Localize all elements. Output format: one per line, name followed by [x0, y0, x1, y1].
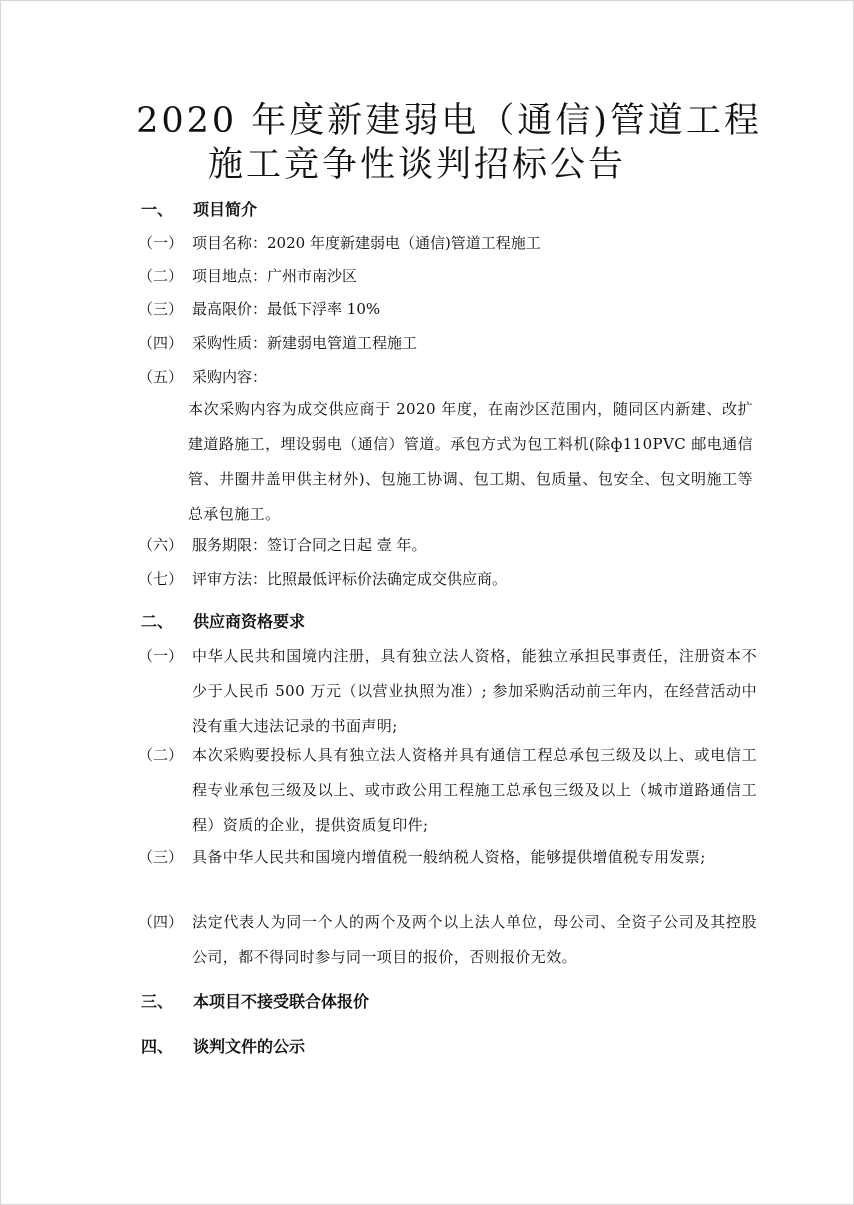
section-title: 谈判文件的公示	[193, 1037, 306, 1056]
item-text: 项目名称：2020 年度新建弱电（通信)管道工程施工	[192, 234, 541, 252]
section-number: 一、	[141, 200, 174, 219]
item-number: （四）	[138, 913, 184, 931]
item-number: （五）	[138, 368, 184, 386]
project-item-1	[138, 232, 541, 254]
section-heading-1	[141, 199, 257, 221]
item-text: 项目地点：广州市南沙区	[192, 267, 358, 285]
section-heading-4	[141, 1036, 305, 1058]
item-number: （七）	[138, 570, 184, 588]
project-item-3	[138, 298, 380, 320]
project-item-5	[138, 366, 267, 388]
item-number: （三）	[138, 300, 184, 318]
item-text: 服务期限：签订合同之日起 壹 年。	[192, 536, 427, 554]
section-title: 本项目不接受联合体报价	[193, 992, 370, 1011]
document-title-line-2: 施工竞争性谈判招标公告	[207, 145, 626, 185]
section-title: 供应商资格要求	[193, 612, 306, 631]
item-text: 采购内容：	[192, 368, 268, 386]
item-number: （一）	[138, 234, 184, 252]
item-text: 最高限价：最低下浮率 10%	[192, 300, 381, 318]
item-text: 评审方法：比照最低评标价法确定成交供应商。	[192, 570, 508, 588]
section-number: 四、	[141, 1037, 174, 1056]
document-title-line-1: 2020 年度新建弱电（通信)管道工程	[136, 101, 762, 141]
section-title: 项目简介	[193, 200, 258, 219]
project-item-7	[138, 568, 507, 590]
section-heading-2	[141, 611, 305, 633]
item-number: （三）	[138, 848, 184, 866]
procurement-content-paragraph: 本次采购内容为成交供应商于 2020 年度，在南沙区范围内，随同区内新建、改扩建道路施工，埋设弱电（通信）管道。承包方式为包工料机(除ф110PVC 邮电通信管、井圈井盖甲供主材外)、包施工协调、包工期、包质量、包安全、包文明施工等总承包施工。	[188, 400, 753, 523]
item-text: 具备中华人民共和国境内增值税一般纳税人资格，能够提供增值税专用发票;	[192, 848, 706, 866]
project-item-4	[138, 332, 417, 354]
item-text: 法定代表人为同一个人的两个及两个以上法人单位，母公司、全资子公司及其控股公司，都不得同时参与同一项目的报价，否则报价无效。	[192, 913, 757, 966]
item-number: （二）	[138, 267, 184, 285]
item-text: 本次采购要投标人具有独立法人资格并具有通信工程总承包三级及以上、或电信工程专业承包三级及以上、或市政公用工程施工总承包三级及以上（城市道路通信工程）资质的企业，提供资质复印件;	[192, 746, 757, 834]
item-number: （六）	[138, 536, 184, 554]
section-number: 二、	[141, 612, 174, 631]
project-item-2	[138, 265, 357, 287]
item-text: 中华人民共和国境内注册，具有独立法人资格，能独立承担民事责任，注册资本不少于人民币 500 万元（以营业执照为准）; 参加采购活动前三年内，在经营活动中没有重大违法记录的书面声明;	[192, 647, 757, 735]
project-item-6	[138, 534, 427, 556]
item-number: （一）	[138, 647, 184, 665]
section-heading-3	[141, 991, 369, 1013]
item-number: （二）	[138, 746, 184, 764]
item-number: （四）	[138, 334, 184, 352]
section-number: 三、	[141, 992, 174, 1011]
item-text: 采购性质：新建弱电管道工程施工	[192, 334, 418, 352]
